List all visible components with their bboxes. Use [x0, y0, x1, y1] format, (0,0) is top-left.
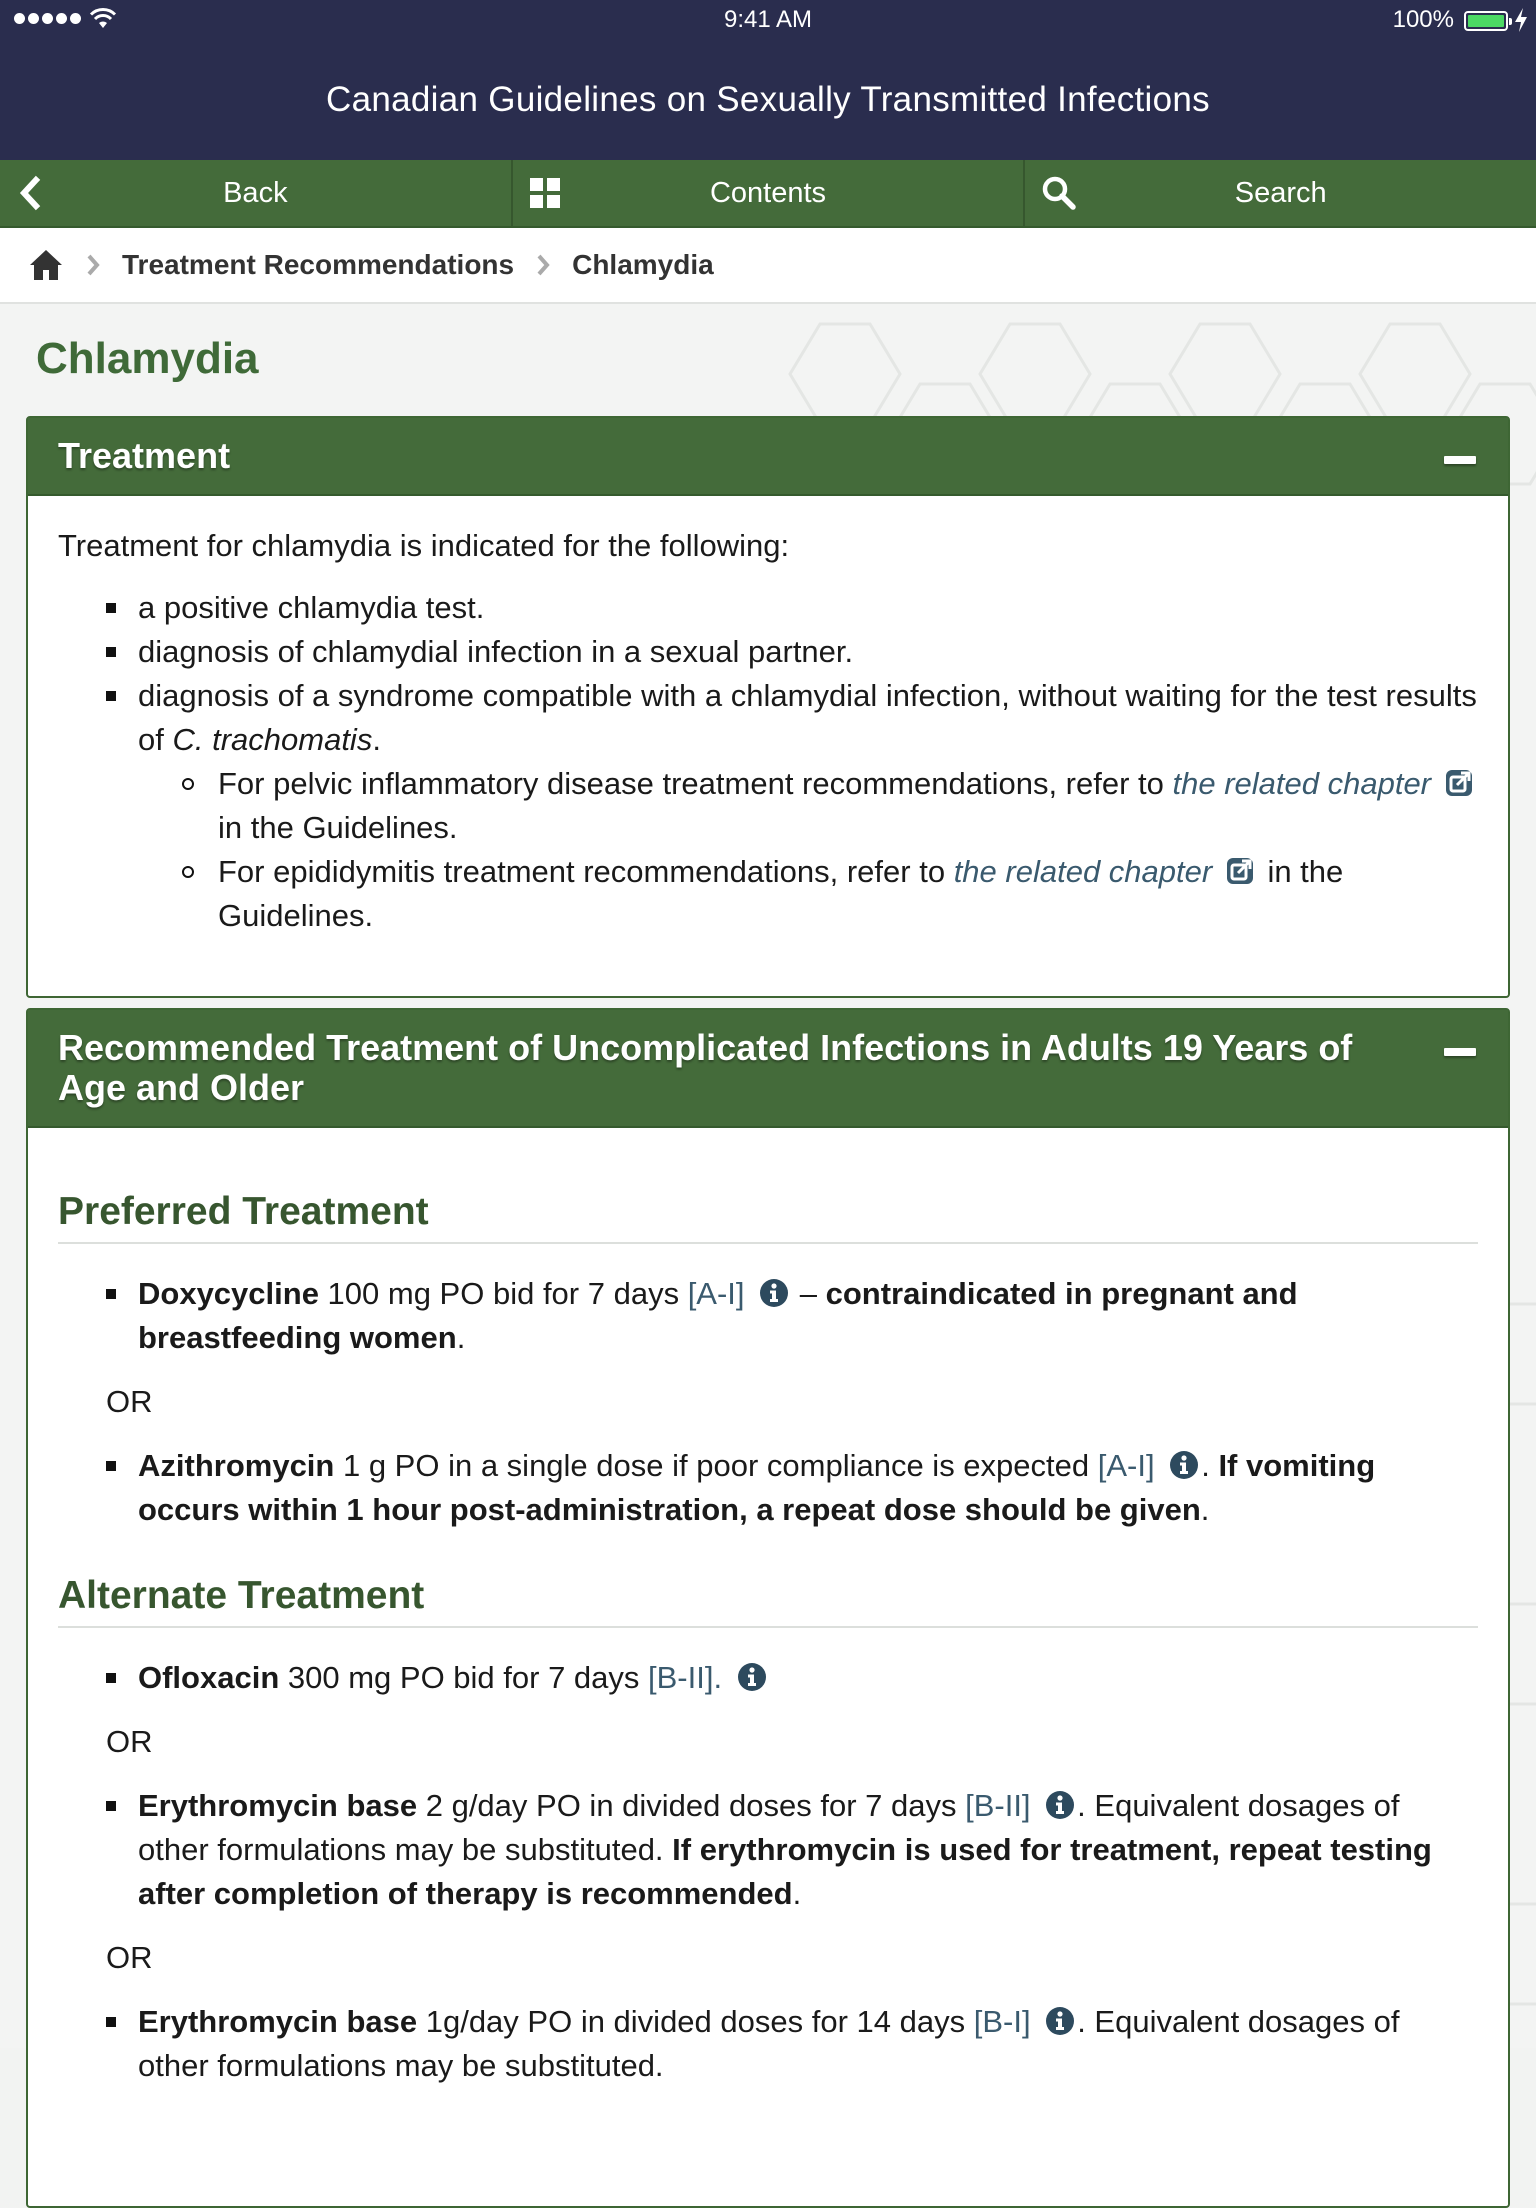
battery-icon	[1464, 11, 1508, 31]
preferred-treatment-heading: Preferred Treatment	[58, 1188, 1478, 1244]
info-icon[interactable]	[1169, 1450, 1199, 1480]
charging-bolt-icon	[1514, 8, 1528, 32]
drug-dose: 300 mg PO bid for 7 days	[279, 1660, 649, 1695]
home-icon[interactable]	[28, 248, 64, 282]
drug-note: .	[1201, 1448, 1219, 1483]
drug-dose: 100 mg PO bid for 7 days	[318, 1276, 688, 1311]
evidence-grade[interactable]: [A-I]	[687, 1276, 745, 1311]
drug-name: Erythromycin base	[138, 1788, 418, 1823]
list-item	[58, 630, 1478, 674]
list-item-azithromycin	[58, 1444, 1478, 1532]
app-title: Canadian Guidelines on Sexually Transmitted Infections	[326, 80, 1210, 119]
collapse-minus-icon[interactable]	[1444, 1048, 1476, 1056]
app-title-bar	[0, 40, 1536, 160]
list-item-period: .	[372, 722, 381, 757]
info-icon[interactable]	[737, 1662, 767, 1692]
list-item-erythromycin-14-days	[58, 2000, 1478, 2088]
list-item-text: diagnosis of a syndrome compatible with a chlamydial infection, without waiting for the test results of	[138, 678, 1477, 757]
evidence-grade[interactable]: [B-II]	[965, 1788, 1031, 1823]
treatment-panel	[26, 416, 1510, 998]
battery-percentage: 100%	[1392, 6, 1454, 33]
recommended-panel-body	[28, 1128, 1508, 2108]
page-title: Chlamydia	[36, 334, 259, 383]
sub-list-item	[138, 762, 1478, 850]
alternate-treatment-list	[58, 1656, 1478, 1700]
or-separator: OR	[106, 1724, 153, 1759]
recommended-panel-header[interactable]	[28, 1010, 1508, 1128]
list-item	[58, 674, 1478, 938]
treatment-panel-title: Treatment	[58, 435, 231, 476]
chevron-left-icon	[16, 176, 44, 210]
sub-item-text: For epididymitis treatment recommendations, refer to	[218, 854, 954, 889]
drug-note: . Equivalent dosages of other formulations may be substituted.	[138, 2004, 1400, 2083]
drug-name: Erythromycin base	[138, 2004, 418, 2039]
drug-dose: 1 g PO in a single dose if poor compliance is expected	[334, 1448, 1098, 1483]
collapse-minus-icon[interactable]	[1444, 456, 1476, 464]
drug-warning: If erythromycin is used for treatment, repeat testing after completion of therapy is recommended	[138, 1832, 1432, 1911]
sub-list-item	[138, 850, 1478, 938]
info-icon[interactable]	[1045, 2006, 1075, 2036]
chevron-right-icon	[536, 253, 550, 277]
search-label: Search	[1234, 176, 1327, 209]
evidence-grade[interactable]: [A-I]	[1097, 1448, 1155, 1483]
alternate-treatment-heading: Alternate Treatment	[58, 1572, 1478, 1628]
info-icon[interactable]	[759, 1278, 789, 1308]
treatment-sub-list	[138, 762, 1478, 938]
back-label: Back	[223, 176, 288, 209]
grid-icon	[529, 177, 561, 209]
list-item-text: diagnosis of chlamydial infection in a sexual partner.	[138, 634, 854, 669]
breadcrumb	[0, 228, 1536, 304]
sub-item-text: For pelvic inflammatory disease treatment recommendations, refer to	[218, 766, 1173, 801]
drug-name: Doxycycline	[138, 1276, 319, 1311]
treatment-indication-list	[58, 586, 1478, 938]
treatment-panel-header[interactable]	[28, 418, 1508, 496]
search-icon	[1041, 175, 1077, 211]
preferred-treatment-list	[58, 1272, 1478, 1360]
drug-note-end: .	[456, 1320, 466, 1355]
evidence-grade[interactable]: [B-I]	[973, 2004, 1031, 2039]
breadcrumb-separator	[86, 253, 100, 277]
treatment-intro: Treatment for chlamydia is indicated for the following:	[58, 528, 790, 563]
evidence-grade[interactable]: [B-II].	[648, 1660, 723, 1695]
back-button[interactable]	[0, 160, 513, 226]
contents-button[interactable]	[513, 160, 1026, 226]
drug-note: –	[791, 1276, 826, 1311]
or-separator: OR	[106, 1940, 153, 1975]
drug-warning: contraindicated in pregnant and breastfeeding women	[138, 1276, 1298, 1355]
list-item-text: a positive chlamydia test.	[138, 590, 485, 625]
organism-name: C. trachomatis	[172, 722, 373, 757]
recommended-panel-title: Recommended Treatment of Uncomplicated Infections in Adults 19 Years of Age and Older	[58, 1027, 1353, 1108]
alternate-treatment-list-3	[58, 2000, 1478, 2088]
sub-item-text: in the Guidelines.	[218, 854, 1344, 933]
info-icon[interactable]	[1045, 1790, 1075, 1820]
external-link-icon[interactable]	[1444, 768, 1474, 798]
preferred-treatment-list-2	[58, 1444, 1478, 1532]
list-item-ofloxacin	[58, 1656, 1478, 1700]
breadcrumb-treatment-recommendations[interactable]: Treatment Recommendations	[122, 249, 515, 280]
drug-dose: 1g/day PO in divided doses for 14 days	[417, 2004, 974, 2039]
status-time: 9:41 AM	[723, 6, 813, 33]
drug-dose: 2 g/day PO in divided doses for 7 days	[417, 1788, 966, 1823]
treatment-panel-body	[28, 496, 1508, 958]
sub-item-text: in the Guidelines.	[218, 810, 458, 845]
status-bar	[0, 0, 1536, 40]
related-chapter-link-pid[interactable]: the related chapter	[1172, 766, 1432, 801]
drug-warning: If vomiting occurs within 1 hour post-administration, a repeat dose should be given	[138, 1448, 1376, 1527]
drug-note-end: .	[1200, 1492, 1210, 1527]
alternate-treatment-list-2	[58, 1784, 1478, 1916]
or-separator: OR	[106, 1384, 153, 1419]
chevron-right-icon	[86, 253, 100, 277]
breadcrumb-separator	[536, 253, 550, 277]
list-item-doxycycline	[58, 1272, 1478, 1360]
recommended-treatment-panel	[26, 1008, 1510, 2208]
drug-name: Ofloxacin	[138, 1660, 280, 1695]
list-item	[58, 586, 1478, 630]
drug-note: . Equivalent dosages of other formulations may be substituted.	[138, 1788, 1400, 1867]
drug-note-end: .	[792, 1876, 802, 1911]
breadcrumb-chlamydia: Chlamydia	[572, 249, 714, 280]
related-chapter-link-epididymitis[interactable]: the related chapter	[953, 854, 1213, 889]
drug-name: Azithromycin	[138, 1448, 335, 1483]
main-content[interactable]	[0, 304, 1536, 2083]
external-link-icon[interactable]	[1225, 856, 1255, 886]
contents-label: Contents	[709, 176, 827, 209]
nav-bar	[0, 160, 1536, 228]
list-item-erythromycin-7-days	[58, 1784, 1478, 1916]
search-button[interactable]	[1025, 160, 1536, 226]
